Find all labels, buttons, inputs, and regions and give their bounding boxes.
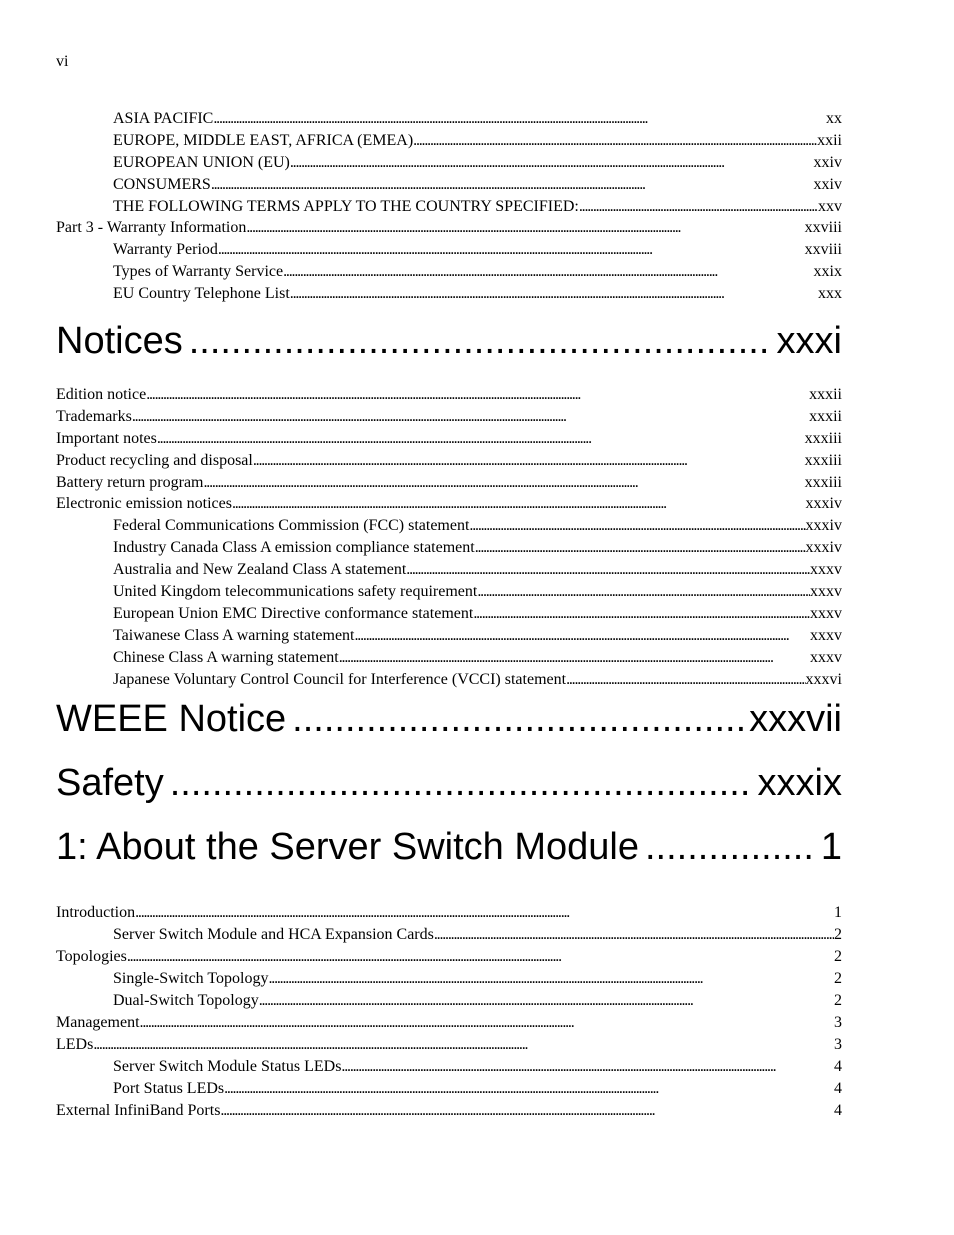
chapter-title: Safety bbox=[56, 762, 164, 805]
toc-entry-page-number: xxxv bbox=[810, 583, 842, 601]
toc-entry-title: Single-Switch Topology bbox=[113, 970, 269, 988]
toc-entry-title: Edition notice bbox=[56, 386, 147, 404]
dot-leader bbox=[93, 1034, 834, 1056]
toc-entry[interactable] bbox=[56, 946, 842, 968]
toc-entry[interactable] bbox=[56, 1100, 842, 1122]
toc-entry-title: Server Switch Module and HCA Expansion Cards bbox=[113, 926, 434, 944]
toc-entry-title: Trademarks bbox=[56, 407, 132, 425]
toc-entry-title: Industry Canada Class A emission compliance statement bbox=[113, 539, 475, 557]
toc-entry[interactable] bbox=[56, 239, 842, 261]
toc-entry[interactable] bbox=[56, 990, 842, 1012]
toc-entry-page-number: xx bbox=[826, 110, 842, 127]
toc-chapter-weee-notice[interactable] bbox=[56, 698, 842, 762]
toc-entry[interactable] bbox=[56, 261, 842, 283]
toc-entry[interactable] bbox=[56, 493, 842, 515]
dot-leader bbox=[246, 217, 804, 239]
toc-entry-title: EUROPE, MIDDLE EAST, AFRICA (EMEA) bbox=[113, 131, 414, 149]
dot-leader bbox=[355, 625, 811, 647]
toc-entry-title: LEDs bbox=[56, 1035, 94, 1053]
dot-leader bbox=[232, 493, 806, 515]
toc-entry-title: Server Switch Module Status LEDs bbox=[113, 1057, 342, 1075]
toc-chapter-notices[interactable] bbox=[56, 320, 842, 384]
dot-leader bbox=[157, 428, 805, 450]
dot-leader bbox=[140, 1012, 834, 1034]
toc-entry-title: CONSUMERS bbox=[113, 175, 211, 193]
toc-entry-title: Product recycling and disposal bbox=[56, 451, 253, 469]
dot-leader bbox=[220, 1100, 834, 1122]
toc-entry-page-number: xxxiii bbox=[804, 451, 842, 469]
chapter-page-number: xxxix bbox=[757, 762, 842, 805]
toc-entry-title: Topologies bbox=[56, 948, 127, 966]
dot-leader bbox=[189, 320, 771, 363]
toc-entry-title: Australia and New Zealand Class A statement bbox=[113, 561, 407, 579]
toc-entry-page-number: xxxii bbox=[809, 386, 842, 404]
toc-entry-title: Dual-Switch Topology bbox=[113, 992, 259, 1010]
toc-entry[interactable] bbox=[56, 217, 842, 239]
toc-entry[interactable] bbox=[56, 537, 842, 559]
dot-leader bbox=[469, 515, 805, 537]
toc-entry-title: THE FOLLOWING TERMS APPLY TO THE COUNTRY SPECIFIED: bbox=[113, 197, 579, 215]
dot-leader bbox=[290, 152, 814, 174]
dot-leader bbox=[475, 537, 806, 559]
toc-chapter-safety[interactable] bbox=[56, 762, 842, 826]
toc-entry[interactable] bbox=[56, 669, 842, 691]
toc-entry-page-number: xxiv bbox=[813, 153, 842, 171]
toc-entry-page-number: 4 bbox=[834, 1057, 842, 1075]
dot-leader bbox=[413, 130, 817, 152]
toc-entry[interactable] bbox=[56, 1034, 842, 1056]
toc-entry-page-number: xxxii bbox=[809, 407, 842, 425]
toc-entry-page-number: 1 bbox=[834, 904, 842, 922]
toc-entry[interactable] bbox=[56, 1012, 842, 1034]
dot-leader bbox=[434, 924, 834, 946]
toc-entry[interactable] bbox=[56, 450, 842, 472]
dot-leader bbox=[406, 559, 810, 581]
page-number: vi bbox=[56, 53, 69, 70]
toc-entry-page-number: xxxiii bbox=[804, 473, 842, 491]
toc-entry-page-number: xxii bbox=[817, 131, 842, 149]
toc-entry-page-number: 2 bbox=[834, 948, 842, 966]
toc-entry[interactable] bbox=[56, 428, 842, 450]
toc-entry[interactable] bbox=[56, 1078, 842, 1100]
toc-entry-title: United Kingdom telecommunications safety requirement bbox=[113, 583, 478, 601]
toc-entry-title: Taiwanese Class A warning statement bbox=[113, 626, 355, 644]
toc-entry[interactable] bbox=[56, 196, 842, 218]
toc-entry-page-number: xxviii bbox=[804, 241, 842, 259]
toc-entry-title: EUROPEAN UNION (EU) bbox=[113, 153, 290, 171]
toc-entry-page-number: xxxiii bbox=[804, 429, 842, 447]
toc-entry-title: Port Status LEDs bbox=[113, 1079, 225, 1097]
dot-leader bbox=[268, 968, 834, 990]
toc-entry-title: European Union EMC Directive conformance statement bbox=[113, 604, 474, 622]
toc-entry-page-number: xxiv bbox=[813, 175, 842, 193]
dot-leader bbox=[579, 196, 818, 218]
dot-leader bbox=[339, 647, 810, 669]
toc-entry-page-number: 3 bbox=[834, 1013, 842, 1031]
toc-entry[interactable] bbox=[56, 384, 842, 406]
toc-entry[interactable] bbox=[56, 283, 842, 305]
toc-group-chapter-1 bbox=[56, 902, 842, 1121]
toc-entry[interactable] bbox=[56, 603, 842, 625]
dot-leader bbox=[146, 384, 809, 406]
toc-entry[interactable] bbox=[56, 581, 842, 603]
dot-leader bbox=[566, 669, 805, 691]
toc-entry-page-number: xxxv bbox=[810, 626, 842, 644]
chapter-page-number: xxxvii bbox=[749, 698, 842, 741]
toc-entry[interactable] bbox=[56, 515, 842, 537]
toc-entry-title: Management bbox=[56, 1013, 140, 1031]
toc-entry-title: Chinese Class A warning statement bbox=[113, 648, 339, 666]
chapter-title: Notices bbox=[56, 320, 183, 363]
toc-entry-page-number: 4 bbox=[834, 1079, 842, 1097]
toc-entry-page-number: xxxv bbox=[810, 561, 842, 579]
toc-entry[interactable] bbox=[56, 1056, 842, 1078]
toc-entry[interactable] bbox=[56, 924, 842, 946]
dot-leader bbox=[341, 1056, 834, 1078]
toc-entry-page-number: xxxvi bbox=[805, 670, 842, 688]
dot-leader bbox=[290, 283, 818, 305]
toc-entry-title: Important notes bbox=[56, 429, 157, 447]
dot-leader bbox=[224, 1078, 834, 1100]
toc-entry[interactable] bbox=[56, 174, 842, 196]
dot-leader bbox=[170, 762, 752, 805]
toc-chapter-about-server-switch-module[interactable] bbox=[56, 826, 842, 902]
toc-entry-page-number: xxxiv bbox=[805, 517, 842, 535]
toc-entry-page-number: xxix bbox=[813, 263, 842, 281]
toc-entry-title: Electronic emission notices bbox=[56, 495, 232, 513]
toc-entry-title: ASIA PACIFIC bbox=[113, 110, 214, 127]
dot-leader bbox=[211, 174, 814, 196]
dot-leader bbox=[132, 406, 809, 428]
toc-entry[interactable] bbox=[56, 559, 842, 581]
toc-entry-title: Japanese Voluntary Control Council for Interference (VCCI) statement bbox=[113, 670, 567, 688]
toc-entry-title: EU Country Telephone List bbox=[113, 285, 290, 303]
dot-leader bbox=[259, 990, 834, 1012]
dot-leader bbox=[283, 261, 813, 283]
chapter-page-number: 1 bbox=[820, 826, 842, 869]
toc-entry-title: Battery return program bbox=[56, 473, 204, 491]
toc-entry-title: Types of Warranty Service bbox=[113, 263, 284, 281]
toc-entry-page-number: xxx bbox=[818, 285, 842, 303]
toc-entry[interactable] bbox=[56, 968, 842, 990]
toc-entry[interactable] bbox=[56, 472, 842, 494]
toc-entry-title: Warranty Period bbox=[113, 241, 218, 259]
dot-leader bbox=[213, 108, 826, 130]
toc-entry-page-number: xxviii bbox=[804, 219, 842, 237]
toc-entry-page-number: 4 bbox=[834, 1101, 842, 1119]
dot-leader bbox=[253, 450, 805, 472]
toc-entry-page-number: 2 bbox=[834, 992, 842, 1010]
toc-entry-page-number: xxxiv bbox=[805, 539, 842, 557]
dot-leader bbox=[204, 472, 805, 494]
toc-group-notices bbox=[56, 384, 842, 690]
chapter-page-number: xxxi bbox=[776, 320, 842, 363]
toc-entry-page-number: xxxv bbox=[810, 648, 842, 666]
dot-leader bbox=[473, 603, 810, 625]
dot-leader bbox=[292, 698, 743, 741]
toc-entry-page-number: 2 bbox=[834, 926, 842, 944]
chapter-title: 1: About the Server Switch Module bbox=[56, 826, 639, 869]
dot-leader bbox=[127, 946, 834, 968]
toc-group-warranty bbox=[56, 108, 842, 305]
dot-leader bbox=[645, 826, 815, 869]
chapter-title: WEEE Notice bbox=[56, 698, 287, 741]
toc-entry-page-number: xxv bbox=[818, 197, 842, 215]
toc-entry-page-number: xxxv bbox=[810, 604, 842, 622]
toc-entry[interactable] bbox=[56, 406, 842, 428]
toc-entry-title: External InfiniBand Ports bbox=[56, 1101, 221, 1119]
toc-entry-title: Introduction bbox=[56, 904, 136, 922]
toc-entry-page-number: 2 bbox=[834, 970, 842, 988]
toc-entry[interactable] bbox=[56, 625, 842, 647]
dot-leader bbox=[477, 581, 810, 603]
toc-entry[interactable] bbox=[56, 130, 842, 152]
dot-leader bbox=[218, 239, 805, 261]
toc-entry[interactable] bbox=[56, 108, 842, 130]
toc-entry[interactable] bbox=[56, 902, 842, 924]
toc-entry[interactable] bbox=[56, 647, 842, 669]
table-of-contents bbox=[56, 108, 842, 1121]
toc-entry-title: Part 3 - Warranty Information bbox=[56, 219, 247, 237]
toc-entry-title: Federal Communications Commission (FCC) statement bbox=[113, 517, 470, 535]
toc-entry-page-number: 3 bbox=[834, 1035, 842, 1053]
toc-entry-page-number: xxxiv bbox=[805, 495, 842, 513]
dot-leader bbox=[135, 902, 834, 924]
toc-entry[interactable] bbox=[56, 152, 842, 174]
